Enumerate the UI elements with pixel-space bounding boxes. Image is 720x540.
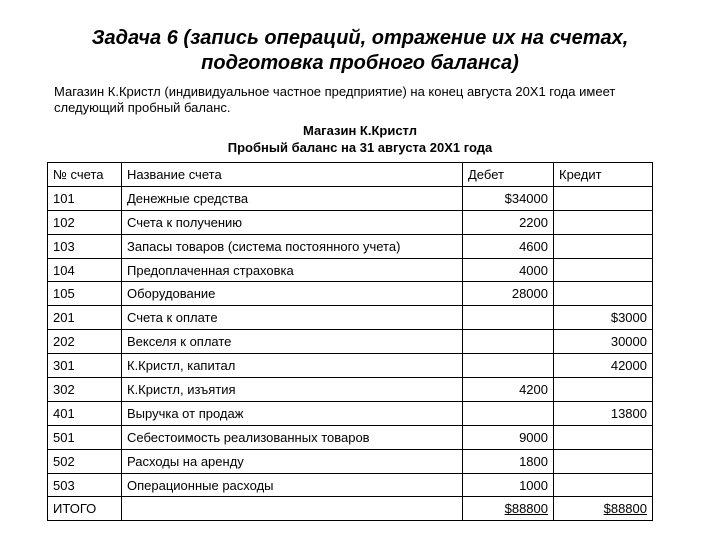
debit-cell: 2200	[463, 210, 554, 234]
account-number: 103	[48, 234, 122, 258]
total-empty	[122, 497, 463, 521]
table-caption	[0, 122, 720, 156]
credit-cell	[554, 449, 653, 473]
account-name: Денежные средства	[122, 186, 463, 210]
table-row	[48, 258, 653, 282]
account-number: 503	[48, 473, 122, 497]
debit-cell: 1000	[463, 473, 554, 497]
account-number: 202	[48, 330, 122, 354]
title-line-2: подготовка пробного баланса)	[201, 52, 519, 74]
title-line-1: Задача 6 (запись операций, отражение их на счетах,	[91, 27, 629, 49]
debit-cell: 4200	[463, 378, 554, 402]
debit-cell	[463, 306, 554, 330]
account-number: 201	[48, 306, 122, 330]
account-number: 401	[48, 401, 122, 425]
account-name: Операционные расходы	[122, 473, 463, 497]
table-row	[48, 282, 653, 306]
credit-cell	[554, 378, 653, 402]
account-number: 101	[48, 186, 122, 210]
credit-cell: 13800	[554, 401, 653, 425]
debit-cell	[463, 354, 554, 378]
table-row	[48, 425, 653, 449]
account-number: 501	[48, 425, 122, 449]
account-name: Выручка от продаж	[122, 401, 463, 425]
credit-cell: 42000	[554, 354, 653, 378]
account-number: 102	[48, 210, 122, 234]
header-account-number: № счета	[48, 163, 122, 187]
total-credit: $88800	[603, 501, 647, 517]
page-title	[0, 26, 720, 76]
debit-cell: 4600	[463, 234, 554, 258]
account-name: Векселя к оплате	[122, 330, 463, 354]
credit-cell: $3000	[554, 306, 653, 330]
table-row	[48, 306, 653, 330]
table-row	[48, 401, 653, 425]
account-name: К.Кристл, изъятия	[122, 378, 463, 402]
table-row	[48, 210, 653, 234]
total-debit-cell	[463, 497, 554, 521]
total-debit: $88800	[504, 501, 548, 517]
credit-cell	[554, 210, 653, 234]
account-number: 104	[48, 258, 122, 282]
credit-cell	[554, 473, 653, 497]
account-number: 105	[48, 282, 122, 306]
table-header-row	[48, 163, 653, 187]
account-number: 502	[48, 449, 122, 473]
account-name: К.Кристл, капитал	[122, 354, 463, 378]
account-name: Расходы на аренду	[122, 449, 463, 473]
debit-cell: 28000	[463, 282, 554, 306]
trial-balance-table	[47, 162, 653, 521]
account-name: Счета к оплате	[122, 306, 463, 330]
account-name: Счета к получению	[122, 210, 463, 234]
header-account-name: Название счета	[122, 163, 463, 187]
account-name: Предоплаченная страховка	[122, 258, 463, 282]
credit-cell	[554, 282, 653, 306]
intro-text: Магазин К.Кристл (индивидуальное частное предприятие) на конец августа 20Х1 года имеет следующий пробный баланс.	[54, 84, 616, 115]
debit-cell: 4000	[463, 258, 554, 282]
header-credit: Кредит	[554, 163, 653, 187]
credit-cell	[554, 258, 653, 282]
account-number: 301	[48, 354, 122, 378]
total-credit-cell	[554, 497, 653, 521]
table-row	[48, 354, 653, 378]
account-number: 302	[48, 378, 122, 402]
table-row	[48, 234, 653, 258]
table-row	[48, 473, 653, 497]
account-name: Запасы товаров (система постоянного учета)	[122, 234, 463, 258]
debit-cell	[463, 330, 554, 354]
total-row	[48, 497, 653, 521]
credit-cell	[554, 186, 653, 210]
credit-cell: 30000	[554, 330, 653, 354]
table-row	[48, 186, 653, 210]
table-row	[48, 449, 653, 473]
debit-cell	[463, 401, 554, 425]
table-row	[48, 378, 653, 402]
caption-line-2: Пробный баланс на 31 августа 20Х1 года	[227, 140, 493, 155]
debit-cell: 9000	[463, 425, 554, 449]
caption-line-1: Магазин К.Кристл	[302, 123, 418, 138]
total-label: ИТОГО	[48, 497, 122, 521]
credit-cell	[554, 425, 653, 449]
table-row	[48, 330, 653, 354]
account-name: Себестоимость реализованных товаров	[122, 425, 463, 449]
debit-cell: 1800	[463, 449, 554, 473]
credit-cell	[554, 234, 653, 258]
header-debit: Дебет	[463, 163, 554, 187]
debit-cell: $34000	[463, 186, 554, 210]
account-name: Оборудование	[122, 282, 463, 306]
